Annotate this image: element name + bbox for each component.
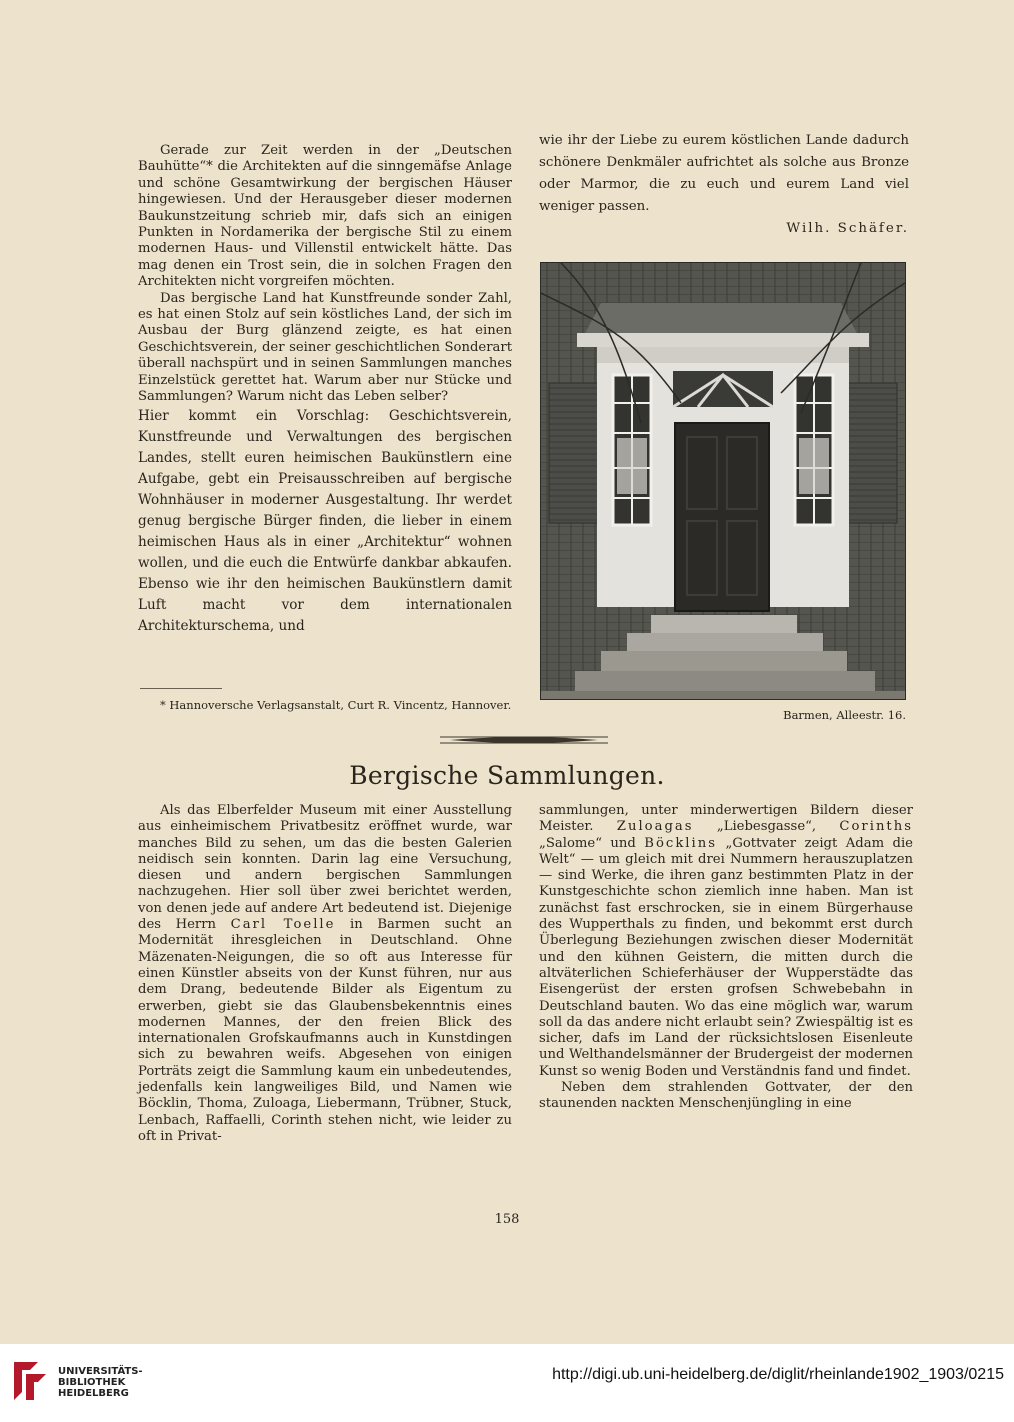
footnote — [138, 699, 512, 713]
text-run: in Barmen sucht an Modernität ihresgleichen in Deutschland. Ohne Mäzenaten-Neigungen, die so oft aus Interesse für einen Künstler abseits von der Kunst führen, nur aus dem Drang, bedeutende Bilder als Eigentum zu erwerben, giebt sie das Glaubensbekenntnis eines modernen Mannes, der den freien Blick des internationalen Grofskaufmanns auch in Kunstdingen sich zu bewahren weifs. Abgesehen von einigen Porträts zeigt die Sammlung kaum ein unbedeutendes, jedenfalls kein langweiliges Bild, und Namen wie Böcklin, Thoma, Zuloaga, Liebermann, Trübner, Stuck, Lenbach, Raffaelli, Corinth stehen nicht, wie leider zu oft in Privat- — [138, 917, 512, 1144]
artist-name: Böcklins — [644, 835, 718, 851]
upper-right-column — [539, 130, 909, 240]
photo-caption: Barmen, Alleestr. 16. — [783, 708, 906, 722]
house-entrance-photo — [540, 262, 906, 700]
library-name-line: BIBLIOTHEK — [58, 1377, 126, 1388]
paragraph — [138, 803, 512, 1145]
library-name-line: UNIVERSITÄTS- — [58, 1366, 143, 1377]
paragraph: Das bergische Land hat Kunstfreunde sonder Zahl, es hat einen Stolz auf sein köstliches Land, der sich im Ausbau der Burg glänzend zeigte, es hat einen Geschichtsverein, der seiner geschichtlichen Sonderart überall nachspürt und in seinen Sammlungen manches Einzelstück gerettet hat. Warum aber nur Stücke und Sammlungen? Warum nicht das Leben selber? — [138, 290, 512, 405]
divider-ornament — [440, 734, 608, 746]
paragraph: Neben dem strahlenden Gottvater, der den staunenden nackten Menschenjüngling in eine — [539, 1080, 913, 1112]
library-footer — [0, 1344, 1014, 1422]
lower-right-column — [539, 803, 913, 1113]
footnote-text: * Hannoversche Verlagsanstalt, Curt R. Vincentz, Hannover. — [160, 698, 512, 712]
text-run: Als das Elberfelder Museum mit einer Ausstellung aus einheimischem Privatbesitz eröffnet wurde, war manches Bild zu sehen, um das die besten Galerien neidisch sein konnten. Darin lag eine Versuchung, diesen und andern bergischen Sammlungen nachzugehen. Hier soll über zwei berichtet werden, von denen jede auf andere Art bedeutend ist. Diejenige des Herrn — [138, 803, 512, 933]
artist-name: Zuloagas — [616, 819, 694, 835]
text-run: sammlungen, unter minderwertigen Bildern dieser Meister. — [539, 803, 913, 835]
footnote-rule — [140, 688, 222, 689]
page-number: 158 — [494, 1212, 520, 1227]
paragraph: Gerade zur Zeit werden in der „Deutschen Bauhütte“* die Architekten auf die sinngemäfse Anlage und schöne Gesamtwirkung der bergischen Häuser hingewiesen. Und der Herausgeber dieser modernen Baukunstzeitung schrieb mir, dafs sich an einigen Punkten in Nordamerika der bergische Stil zu einem modernen Haus- und Villenstil entwickelt hätte. Das mag denen ein Trost sein, die in solchen Fragen den Architekten nicht vorgreifen möchten. — [138, 143, 512, 290]
photo-illustration — [541, 263, 905, 699]
author-signature: Wilh. Schäfer. — [786, 221, 909, 236]
paragraph: Hier kommt ein Vorschlag: Geschichtsverein, Kunstfreunde und Verwaltungen des bergischen Landes, stellt euren heimischen Baukünstlern eine Aufgabe, gebt ein Preisausschreiben auf bergische Wohnhäuser in moderner Ausgestaltung. Ihr werdet genug bergische Bürger finden, die lieber in einem heimischen Haus als in einer „Architektur“ wohnen wollen, und die euch die Entwürfe dankbar abkaufen. Ebenso wie ihr den heimischen Baukünstlern damit Luft macht vor dem internationalen Architekturschema, und — [138, 407, 512, 634]
source-url[interactable]: http://digi.ub.uni-heidelberg.de/diglit/rheinlande1902_1903/0215 — [552, 1366, 1004, 1383]
paragraph — [539, 803, 913, 1080]
library-name — [58, 1366, 143, 1399]
upper-left-column — [138, 143, 512, 637]
artist-name: Corinths — [839, 819, 913, 835]
paragraph: wie ihr der Liebe zu eurem köstlichen Lande dadurch schönere Denkmäler aufrichtet als solche aus Bronze oder Marmor, die zu euch und eurem Land viel weniger passen. — [539, 133, 909, 214]
lower-left-column — [138, 803, 512, 1145]
section-heading: Bergische Sammlungen. — [349, 761, 665, 790]
collector-name: Carl Toelle — [230, 917, 336, 933]
text-run: „Gottvater zeigt Adam die Welt“ — um gleich mit drei Nummern herauszuplatzen — sind Werke, die ihren ganz bestimmten Platz in der Kunstgeschichte schon ziemlich inne haben. Man ist zunächst fast erschrocken, sie in einem Bürgerhause des Wupperthals zu finden, und bekommt erst durch Überlegung Beziehungen zwischen dieser Modernität und den kühnen Geistern, die mitten durch die altväterlichen Schieferhäuser der Wupperstädte das Eisengerüst der ersten grofsen Schwebebahn in Deutschland bauten. Wo das eine möglich war, warum soll da das andere nicht erlaubt sein? Zwiespältig ist es sicher, dafs im Land der rücksichtslosen Eisenleute und Welthandelsmänner der Brudergeist der modernen Kunst so wenig Boden und Verständnis fand und findet. — [539, 835, 913, 1079]
library-name-line: HEIDELBERG — [58, 1388, 129, 1399]
library-logo-icon — [10, 1358, 50, 1404]
text-run: „Salome“ und — [539, 835, 636, 851]
text-run: „Liebesgasse“, — [716, 819, 817, 835]
